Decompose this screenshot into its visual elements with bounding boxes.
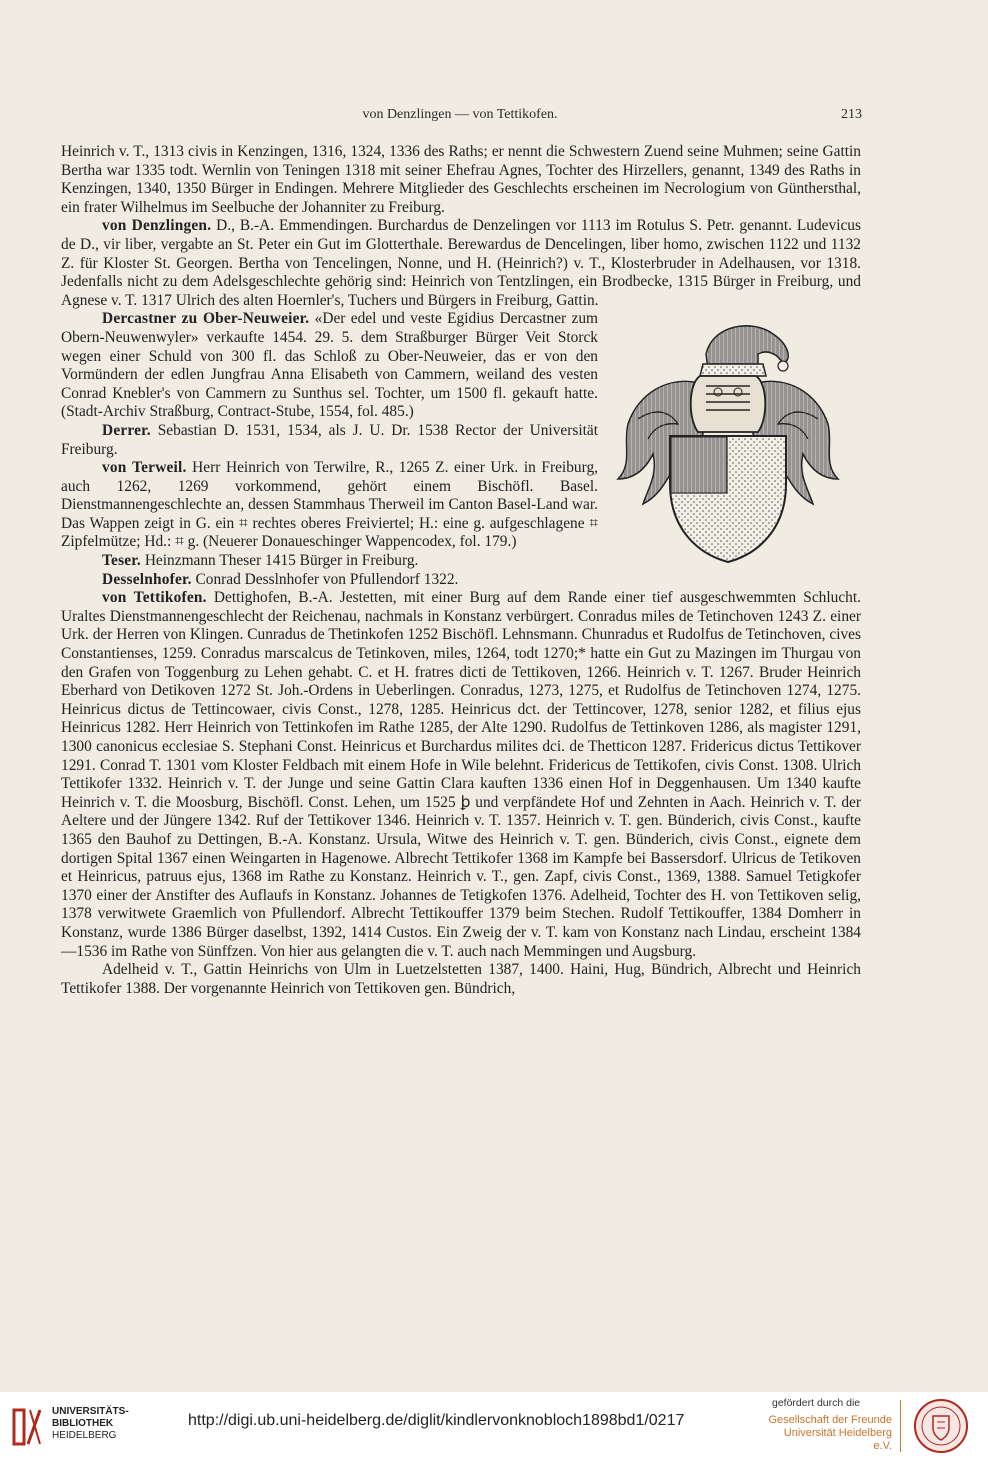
entry-heading: Dercastner zu Ober-Neuweier. — [102, 310, 310, 328]
entry-heading: von Tettikofen. — [102, 589, 207, 607]
entry-terweil: von Terweil. Herr Heinrich von Terwilre, R., 1265 Z. einer Urk. in Freiburg, auch 1262, 1269 vorkommend, gehört einem Bischöfl. Basel. Dienstmannengeschlechte an, dessen Stammhaus Therweil im Canton Basel-Land war. Das Wappen zeigt in G. ein ⌗ rechtes oberes Freiviertel; H.: eine g. aufgeschlagene ⌗ Zipfelmütze; Hd.: ⌗ g. (Neuerer Donaueschinger Wappencodex, fol. 179.) — [61, 459, 598, 551]
entry-heading: Teser. — [102, 552, 141, 570]
entry-heading: Derrer. — [102, 421, 151, 439]
running-header — [0, 107, 988, 127]
running-title: von Denzlingen — von Tettikofen. — [362, 107, 558, 122]
body-text — [61, 143, 861, 998]
paragraph: Heinrich v. T., 1313 civis in Kenzingen, 1316, 1324, 1336 des Raths; er nennt die Schwestern Zuend seine Muhmen; seine Gattin Bertha war 1335 todt. Wernlin von Teningen 1318 mit seiner Ehefrau Agnes, Tochter des Hirzellers, genannt, 1349 des Raths in Kenzingen, 1340, 1350 Bürger in Endingen. Mehrere Mitglieder des Geschlechts erscheinen im Necrologium von Günthersthal, ein frater Wilhelmus im Seelbuche der Johanniter zu Freiburg. — [61, 143, 861, 216]
coat-of-arms-image — [608, 314, 863, 564]
sponsor-name: Gesellschaft der Freunde Universität Heidelberg e.V. — [768, 1414, 892, 1452]
entry-denzlingen: von Denzlingen. D., B.-A. Emmendingen. Burchardus de Denzelingen vor 1113 im Rotulus S. Petr. genannt. Ludevicus de D., vir liber, vergabte an St. Peter ein Gut im Glotterthale. Berewardus de Dencelingen, liber homo, zwischen 1122 und 1132 Z. für Kloster St. Georgen. Bertha von Tencelingen, Nonne, und H. (Heinrich?) v. T., Klosterbruder in Adelhausen, vor 1318. Jedenfalls nicht zu dem Adelsgeschlechte gehörig sind: Heinrich von Tentzlingen, ein Brodbecke, 1315 Bürger in Freiburg, und Agnese v. T. 1317 Ulrich des alten Hoernler's, Tuchers und Bürgers in Freiburg, Gattin. — [61, 217, 861, 309]
university-seal-icon — [911, 1398, 971, 1454]
library-logo-icon — [10, 1406, 44, 1448]
footer-bar — [0, 1392, 988, 1459]
sponsor-label: gefördert durch die — [772, 1397, 861, 1409]
paragraph: Adelheid v. T., Gattin Heinrichs von Ulm in Luetzelstetten 1387, 1400. Haini, Hug, Bündrich, Albrecht und Heinrich Tettikofer 1388. Der vorgenannte Heinrich von Tettikoven gen. Bündrich, — [61, 961, 861, 997]
library-name: UNIVERSITÄTS- BIBLIOTHEK HEIDELBERG — [52, 1406, 129, 1441]
entry-heading: Desselnhofer. — [102, 570, 192, 588]
entry-derrer: Derrer. Sebastian D. 1531, 1534, als J. U. Dr. 1538 Rector der Universität Freiburg. — [61, 421, 598, 458]
coat-of-arms-icon — [608, 314, 848, 564]
entry-heading: von Terweil. — [102, 459, 187, 477]
permalink-url[interactable]: http://digi.ub.uni-heidelberg.de/diglit/kindlervonknobloch1898bd1/0217 — [188, 1412, 685, 1429]
entry-tettikofen: von Tettikofen. Dettighofen, B.-A. Jestetten, mit einer Burg auf dem Rande einer tief ausgeschwemmten Schlucht. Uraltes Dienstmannengeschlecht der Reichenau, nachmals in Konstanz verbürgert. Conradus miles de Tetinchoven 1243 Z. einer Urk. der Herren von Klingen. Cunradus de Thetinkofen 1252 Bischöfl. Lehnsmann. Chunradus et Rudolfus de Tetinchoven, cives Constantienses, 1259. Conradus marscalcus de Tetinkoven, miles, 1264, todt 1270;* hatte ein Gut zu Mazingen im Thurgau von den Grafen von Toggenburg zu Lehen gehabt. C. et H. fratres dicti de Tettikoven, 1266. Heinrich v. T. 1267. Bruder Heinrich Eberhard von Detikoven 1272 St. Joh.-Ordens in Ueberlingen. Conradus, 1273, 1275, et Rudolfus de Tetinchoven 1274, 1275. Heinricus dictus de Tettincowaer, civis Const., 1278, 1285. Heinricus dct. der Tettincover, 1278, senior 1282, et filius ejus Heinricus 1282. Herr Heinrich von Tettinkofen im Rathe 1285, der Alte 1290. Rudolfus de Tettinkoven 1286, als magister 1291, 1300 canonicus ecclesiae S. Stephani Const. Heinricus et Burchardus milites dci. de Thetticon 1287. Fridericus dictus Tettikover 1291. Conrad T. 1301 vom Kloster Feldbach mit einem Hofe in Wile belehnt. Fridericus de Tettikofen, civis Const. 1308. Ulrich Tettikofer 1332. Heinrich v. T. der Junge und seine Gattin Clara kauften 1336 einen Hof in Deggenhausen. Um 1340 kaufte Heinrich v. T. die Moosburg, Bischöfl. Const. Lehen, um 1525 ꝧ und verpfändete Hof und Zehnten in Aach. Heinrich v. T. der Aeltere und der Jüngere 1342. Ruf der Tettikover 1346. Heinrich v. T. 1357. Heinrich v. T. gen. Bünderich, civis Const., kaufte 1365 den Bauhof zu Dettingen, B.-A. Konstanz. Ursula, Witwe des Heinrich v. T. gen. Bünderich, civis Const., eignete dem dortigen Spital 1367 einen Weingarten in Hagenowe. Albrecht Tettikofer 1368 im Kampfe bei Bassersdorf. Ulricus de Tetikoven et Heinricus, patruus ejus, 1368 im Rathe zu Konstanz. Heinrich v. T., gen. Zapf, civis Const., 1369, 1388. Samuel Tetigkofer 1370 einer der Anstifter des Auflaufs in Konstanz. Johannes de Tetigkofen 1376. Adelheid, Tochter des H. von Tettikoven selig, 1378 verwitwete Graemlich von Pfullendorf. Albrecht Tettikouffer 1379 beim Stechen. Rudolf Tettikouffer, 1384 Domherr in Konstanz, wurde 1386 Bürger daselbst, 1392, 1414 Custos. Ein Zweig der v. T. kam von Konstanz nach Lindau, erscheint 1384—1536 im Rathe von Sünffzen. Von hier aus gelangten die v. T. auch nach Memmingen und Augsburg. — [61, 589, 861, 960]
entry-desselnhofer: Desselnhofer. Conrad Desslnhofer von Pfullendorf 1322. — [102, 570, 459, 588]
entry-heading: von Denzlingen. — [102, 217, 212, 235]
entry-dercastner: Dercastner zu Ober-Neuweier. «Der edel und veste Egidius Dercastner zum Obern-Neuwenwyler» verkaufte 1454. 29. 5. dem Straßburger Bürger Veit Storck wegen einer Schuld von 300 fl. das Schloß zu Ober-Neuweier, das er von den Vormündern der edlen Jungfrau Anna Elisabeth von Cammern, weiland des vesten Conrad Knebler's von Cammern zu Sunthus sel. Tochter, um 1500 fl. gekauft hatte. (Stadt-Archiv Straßburg, Contract-Stube, 1554, fol. 485.) — [61, 310, 598, 421]
divider — [900, 1400, 901, 1452]
entry-teser: Teser. Heinzmann Theser 1415 Bürger in Freiburg. — [102, 552, 419, 570]
page-number: 213 — [841, 107, 862, 122]
